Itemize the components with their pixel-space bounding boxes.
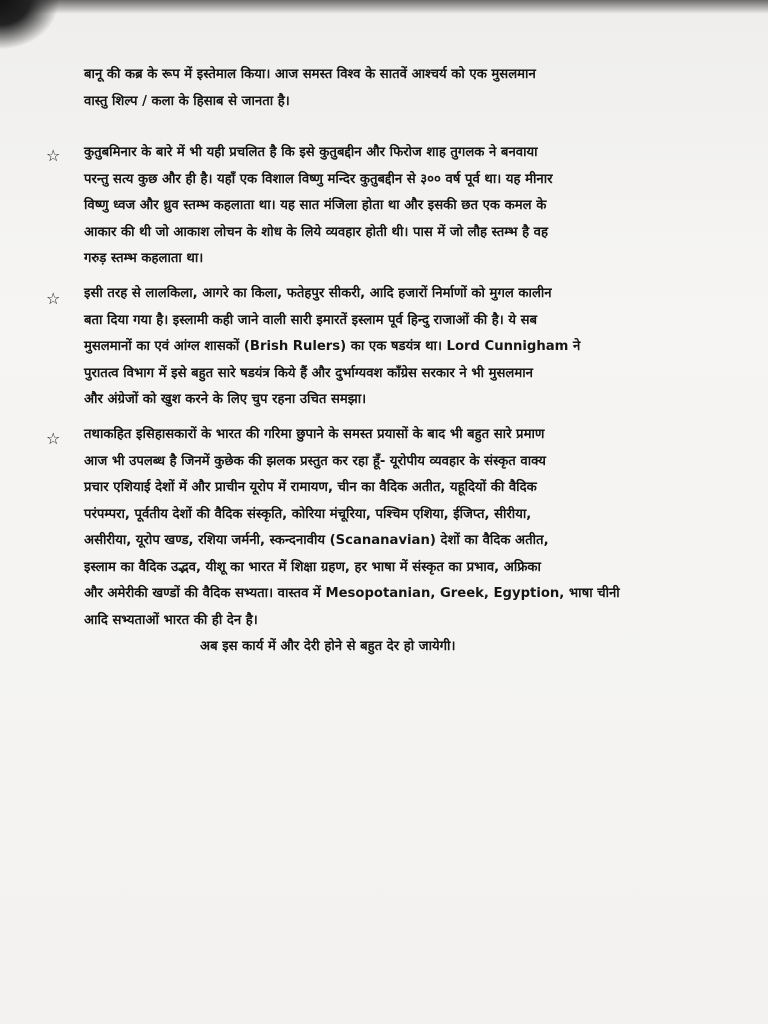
text-line: वास्तु शिल्प / कला के हिसाब से जानता है। [84,93,290,109]
page-corner-shadow [0,0,60,50]
text-line: इस्लाम का वैदिक उद्भव, यीशू का भारत में शिक्षा ग्रहण, हर भाषा में संस्कृत का प्रभाव, अफ्रिका [84,559,541,575]
star-bullet-icon: ☆ [46,289,61,308]
text-line: मुसलमानों का एवं आंग्ल शासकों (Brish Rulers) का एक षडयंत्र था। Lord Cunnigham ने [84,339,581,354]
text-line: इसी तरह से लालकिला, आगरे का किला, फतेहपुर सीकरी, आदि हजारों निर्माणों को मुगल कालीन [84,286,552,301]
paragraph-red-fort [84,281,720,414]
star-bullet-icon: ☆ [46,429,61,448]
text-line: आज भी उपलब्ध है जिनमें कुछेक की झलक प्रस्तुत कर रहा हूँ- यूरोपीय व्यवहार के संस्कृत वाक्य [84,453,546,469]
closing-line: अब इस कार्य में और देरी होने से बहुत देर हो जायेगी। [200,639,456,654]
text-line: तथाकहित इसिहासकारों के भारत की गरिमा छुपाने के समस्त प्रयासों के बाद भी बहुत सारे प्रमाण [84,427,545,442]
text-line: पुरातत्व विभाग में इसे बहुत सारे षडयंत्र किये हैं और दुर्भाग्यवश कॉंग्रेस सरकार ने भी मुसलमान [84,365,533,381]
text-line: परंपम्परा, पूर्वतीय देशों की वैदिक संस्कृति, कोरिया मंचूरिया, पश्चिम एशिया, ईजिप्त, सीरीया, [84,506,532,522]
text-line: और अंग्रेजों को खुश करने के लिए चुप रहना उचित समझा। [84,392,367,407]
intro-paragraph [84,62,720,115]
text-line: आकार की थी जो आकाश लोचन के शोध के लिये व्यवहार होती थी। पास में जो लौह स्तम्भ है वह [84,224,548,240]
paragraph-evidence [84,422,720,634]
text-line: और अमेरीकी खण्डों की वैदिक सभ्यता। वास्तव में Mesopotanian, Greek, Egyption, भाषा चीनी [84,586,620,601]
text-line: परन्तु सत्य कुछ और ही है। यहाँ एक विशाल विष्णु मन्दिर कुतुबद्दीन से ३०० वर्ष पूर्व था। यह मीनार [84,171,553,187]
text-line: कुतुबमिनार के बारे में भी यही प्रचलित है कि इसे कुतुबद्दीन और फिरोज शाह तुगलक ने बनवाया [84,145,538,160]
text-line: विष्णु ध्वज और ध्रुव स्तम्भ कहलाता था। यह सात मंजिला होता था और इसकी छत एक कमल के [84,198,547,213]
text-line: बानू की कब्र के रूप में इस्तेमाल किया। आज समस्त विश्व के सातवें आश्चर्य को एक मुसलमान [84,67,536,82]
page-top-shadow [0,0,768,14]
paragraph-qutub-minar [84,140,720,273]
text-line: बता दिया गया है। इस्लामी कही जाने वाली सारी इमारतें इस्लाम पूर्व हिन्दु राजाओं की है। ये सब [84,312,538,328]
text-line: आदि सभ्यताओं भारत की ही देन है। [84,612,258,628]
text-line: प्रचार एशियाई देशों में और प्राचीन यूरोप में रामायण, चीन का वैदिक अतीत, यहूदियों की वैदिक [84,480,537,495]
star-bullet-icon: ☆ [46,146,61,165]
text-line: असीरीया, यूरोप खण्ड, रशिया जर्मनी, स्कन्दनावीय (Scananavian) देशों का वैदिक अतीत, [84,533,549,548]
text-line: गरुड़ स्तम्भ कहलाता था। [84,251,204,266]
